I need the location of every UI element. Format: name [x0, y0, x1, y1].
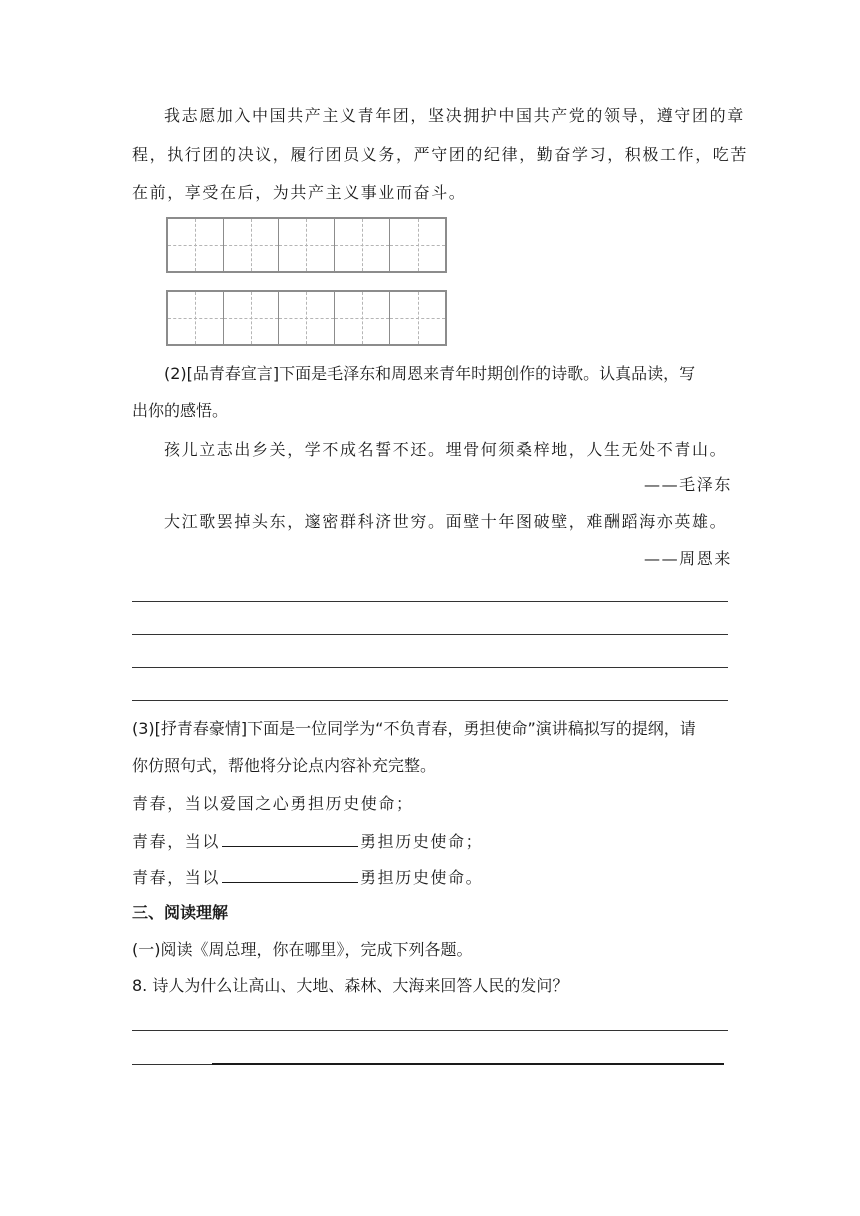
q3-item-2-suffix: 勇担历史使命；: [360, 832, 484, 851]
poem-zhou: 大江歌罢掉头东，邃密群科济世穷。面壁十年图破壁，难酬蹈海亦英雄。: [164, 512, 728, 531]
q3-prompt-line-1: (3)[抒青春豪情]下面是一位同学为“不负青春，勇担使命”演讲稿拟写的提纲，请: [132, 719, 696, 738]
answer-line-thick[interactable]: [212, 1063, 724, 1065]
fill-blank-2[interactable]: [222, 866, 358, 883]
q3-item-3-prefix: 青春，当以: [132, 868, 221, 887]
q2-prompt-line-2: 出你的感悟。: [132, 401, 229, 420]
fill-blank-1[interactable]: [222, 830, 358, 847]
grid-cell[interactable]: [168, 292, 224, 344]
answer-line[interactable]: [132, 634, 728, 635]
q3-item-2: [132, 830, 732, 852]
answer-line[interactable]: [132, 667, 728, 668]
grid-cell[interactable]: [279, 292, 335, 344]
question-8: 8. 诗人为什么让高山、大地、森林、大海来回答人民的发问？: [132, 976, 569, 995]
grid-cell[interactable]: [335, 219, 391, 271]
answer-line[interactable]: [132, 700, 728, 701]
writing-grid-2[interactable]: [166, 290, 447, 346]
q3-item-1: 青春，当以爱国之心勇担历史使命；: [132, 794, 414, 813]
answer-line[interactable]: [132, 601, 728, 602]
oath-line-3: 在前，享受在后，为共产主义事业而奋斗。: [132, 183, 467, 202]
q3-item-2-prefix: 青春，当以: [132, 832, 221, 851]
grid-cell[interactable]: [335, 292, 391, 344]
grid-cell[interactable]: [279, 219, 335, 271]
poem-zhou-author: ——周恩来: [643, 549, 732, 568]
q3-item-3-suffix: 勇担历史使命。: [360, 868, 484, 887]
writing-grid-1[interactable]: [166, 217, 447, 273]
oath-line-2: 程，执行团的决议，履行团员义务，严守团的纪律，勤奋学习，积极工作，吃苦: [132, 145, 749, 164]
oath-line-1: 我志愿加入中国共产主义青年团，坚决拥护中国共产党的领导，遵守团的章: [164, 106, 745, 125]
q3-item-3: [132, 866, 732, 888]
q3-prompt-line-2: 你仿照句式，帮他将分论点内容补充完整。: [132, 756, 437, 775]
answer-line[interactable]: [132, 1030, 728, 1031]
poem-mao-author: ——毛泽东: [643, 475, 732, 494]
grid-cell[interactable]: [390, 219, 445, 271]
q2-prompt-line-1: (2)[品青春宣言]下面是毛泽东和周恩来青年时期创作的诗歌。认真品读，写: [164, 364, 696, 383]
reading-instruction: (一)阅读《周总理，你在哪里》，完成下列各题。: [132, 940, 473, 959]
grid-cell[interactable]: [168, 219, 224, 271]
poem-mao: 孩儿立志出乡关，学不成名誓不还。埋骨何须桑梓地，人生无处不青山。: [164, 440, 728, 459]
grid-cell[interactable]: [390, 292, 445, 344]
grid-cell[interactable]: [224, 219, 280, 271]
grid-cell[interactable]: [224, 292, 280, 344]
answer-line-thin[interactable]: [132, 1064, 212, 1065]
section-heading: 三、阅读理解: [132, 903, 229, 922]
